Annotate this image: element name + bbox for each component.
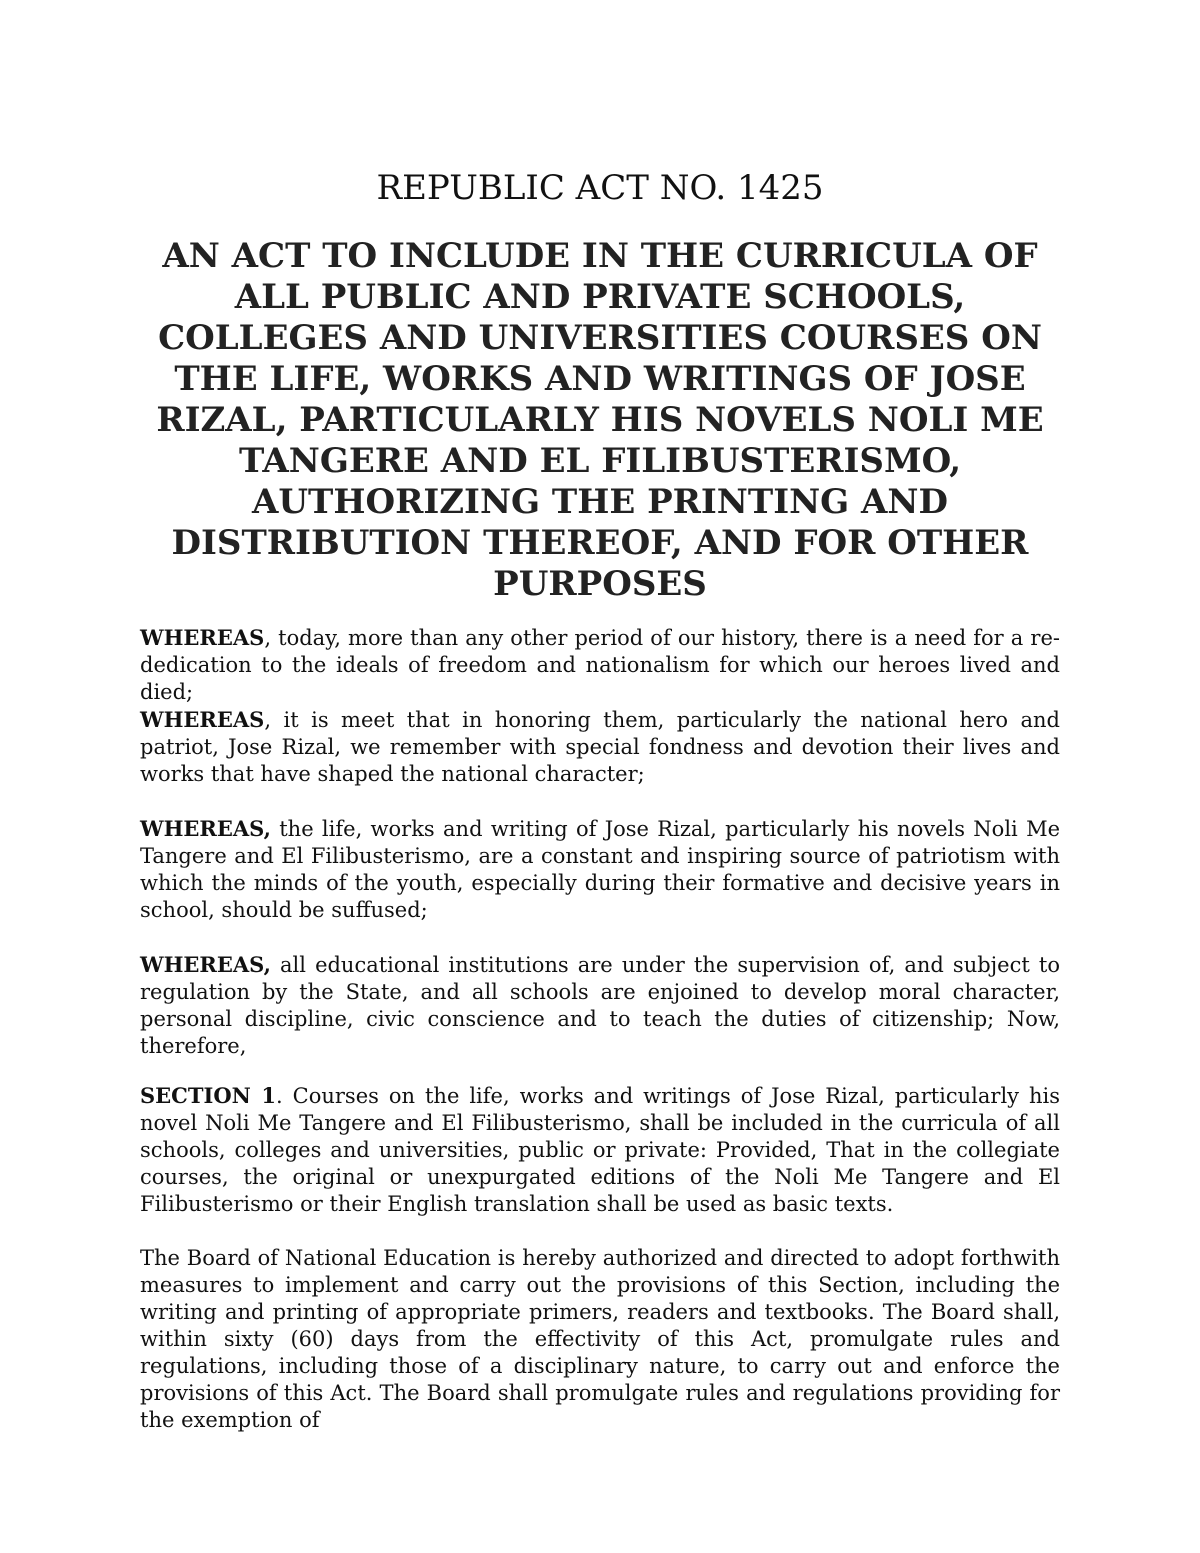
whereas-paragraph-4 [140,951,1060,1060]
act-title-heading [150,236,1050,605]
title-line: COLLEGES AND UNIVERSITIES COURSES ON [158,318,1042,358]
paragraph-text: The Board of National Education is hereby authorized and directed to adopt forthwith measures to implement and carry out the provisions of this Section, including the writing and printing of appropriate primers, readers and textbooks. The Board shall, within sixty (60) days from the effectivity of this Act, promulgate rules and regulations, including those of a disciplinary nature, to carry out and enforce the provisions of this Act. The Board shall promulgate rules and regulations providing for the exemption of [140,1246,1060,1432]
whereas-paragraph-1 [140,624,1060,706]
title-line: PURPOSES [493,564,707,604]
whereas-paragraph-3 [140,815,1060,924]
paragraph-text: the life, works and writing of Jose Rizal, particularly his novels Noli Me Tangere and El Filibusterismo, are a constant and inspiring source of patriotism with which the minds of the youth, especially during their formative and decisive years in school, should be suffused; [140,817,1060,922]
title-line: AUTHORIZING THE PRINTING AND [252,482,948,522]
act-number-heading: REPUBLIC ACT NO. 1425 [376,168,824,208]
paragraph-text: . Courses on the life, works and writings of Jose Rizal, particularly his novel Noli Me Tangere and El Filibusterismo, shall be included in the curricula of all schools, colleges and universities, public or private: Provided, That in the collegiate courses, the original or unexpurgated editions of the Noli Me Tangere and El Filibusterismo or their English translation shall be used as basic texts. [140,1084,1060,1216]
whereas-paragraph-2 [140,706,1060,788]
paragraph-text: , today, more than any other period of our history, there is a need for a re-dedication to the ideals of freedom and nationalism for which our heroes lived and died; [140,626,1060,704]
title-line: DISTRIBUTION THEREOF, AND FOR OTHER [171,523,1029,563]
section-1-paragraph [140,1082,1060,1218]
title-line: ALL PUBLIC AND PRIVATE SCHOOLS, [234,277,966,317]
board-paragraph [140,1244,1060,1434]
paragraph-lead: SECTION 1 [140,1083,277,1108]
title-line: AN ACT TO INCLUDE IN THE CURRICULA OF [162,236,1038,276]
paragraph-lead: WHEREAS, [140,952,271,977]
title-line: TANGERE AND EL FILIBUSTERISMO, [238,441,962,481]
paragraph-lead: WHEREAS [140,625,265,650]
paragraph-lead: WHEREAS, [140,816,271,841]
title-line: RIZAL, PARTICULARLY HIS NOVELS NOLI ME [156,400,1044,440]
title-line: THE LIFE, WORKS AND WRITINGS OF JOSE [174,359,1026,399]
paragraph-text: all educational institutions are under the supervision of, and subject to regulation by the State, and all schools are enjoined to develop moral character, personal discipline, civic conscience and to teach the duties of citizenship; Now, therefore, [140,953,1060,1058]
paragraph-text: , it is meet that in honoring them, particularly the national hero and patriot, Jose Rizal, we remember with special fondness and devotion their lives and works that have shaped the national character; [140,708,1060,786]
paragraph-lead: WHEREAS [140,707,265,732]
